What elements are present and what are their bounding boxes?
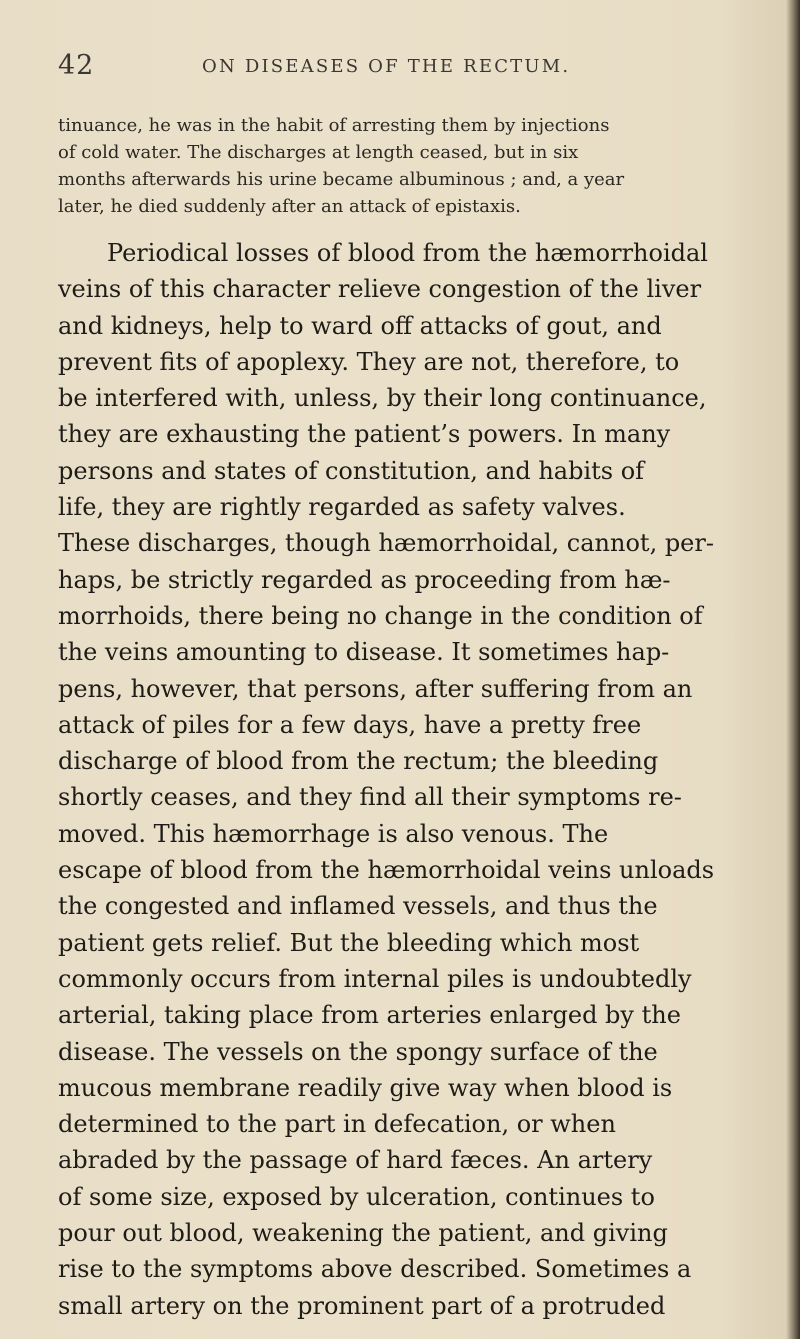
text-line: the congested and inflamed vessels, and thus the — [58, 892, 658, 921]
text-line: moved. This hæmorrhage is also venous. The — [58, 819, 609, 848]
binding-shadow — [786, 0, 800, 1339]
text-line: arterial, taking place from arteries enlarged by the — [58, 1001, 681, 1030]
text-line: later, he died suddenly after an attack of epistaxis. — [58, 196, 521, 217]
main-paragraph — [58, 235, 738, 1324]
text-line: determined to the part in defecation, or when — [58, 1110, 616, 1139]
text-line: patient gets relief. But the bleeding which most — [58, 928, 640, 957]
text-line: abraded by the passage of hard fæces. An artery — [58, 1146, 653, 1175]
text-line: the veins amounting to disease. It sometimes hap- — [58, 638, 670, 667]
text-line: These discharges, though hæmorrhoidal, cannot, per- — [58, 529, 714, 558]
text-line: life, they are rightly regarded as safety valves. — [58, 493, 626, 522]
text-line: small artery on the prominent part of a protruded — [58, 1291, 666, 1320]
text-line: they are exhausting the patient’s powers. In many — [58, 420, 671, 449]
text-line: attack of piles for a few days, have a pretty free — [58, 710, 642, 739]
text-line: shortly ceases, and they find all their symptoms re- — [58, 783, 682, 812]
text-line: pour out blood, weakening the patient, and giving — [58, 1219, 668, 1248]
running-head-title: ON DISEASES OF THE RECTUM. — [202, 56, 571, 77]
text-line: prevent fits of apoplexy. They are not, therefore, to — [58, 347, 680, 376]
text-line: mucous membrane readily give way when blood is — [58, 1073, 673, 1102]
text-line: escape of blood from the hæmorrhoidal veins unloads — [58, 856, 715, 885]
text-line: discharge of blood from the rectum; the bleeding — [58, 747, 659, 776]
text-line: veins of this character relieve congestion of the liver — [58, 275, 702, 304]
text-line: be interfered with, unless, by their long continuance, — [58, 384, 707, 413]
text-line: and kidneys, help to ward off attacks of gout, and — [58, 311, 662, 340]
text-line: haps, be strictly regarded as proceeding from hæ- — [58, 565, 671, 594]
text-line: disease. The vessels on the spongy surface of the — [58, 1037, 658, 1066]
text-line: rise to the symptoms above described. Sometimes a — [58, 1255, 692, 1284]
text-line: persons and states of constitution, and habits of — [58, 456, 645, 485]
text-line: morrhoids, there being no change in the condition of — [58, 601, 703, 630]
text-line: of some size, exposed by ulceration, continues to — [58, 1182, 655, 1211]
page-number: 42 — [58, 50, 95, 81]
text-line: Periodical losses of blood from the hæmorrhoidal — [107, 239, 708, 267]
text-line: tinuance, he was in the habit of arresting them by injections — [58, 115, 610, 136]
running-head — [58, 50, 748, 82]
text-line: of cold water. The discharges at length ceased, but in six — [58, 142, 579, 163]
text-line: commonly occurs from internal piles is undoubtedly — [58, 964, 692, 993]
text-line: months afterwards his urine became albuminous ; and, a year — [58, 169, 625, 190]
small-print-paragraph — [58, 112, 738, 220]
text-line: pens, however, that persons, after suffering from an — [58, 674, 693, 703]
